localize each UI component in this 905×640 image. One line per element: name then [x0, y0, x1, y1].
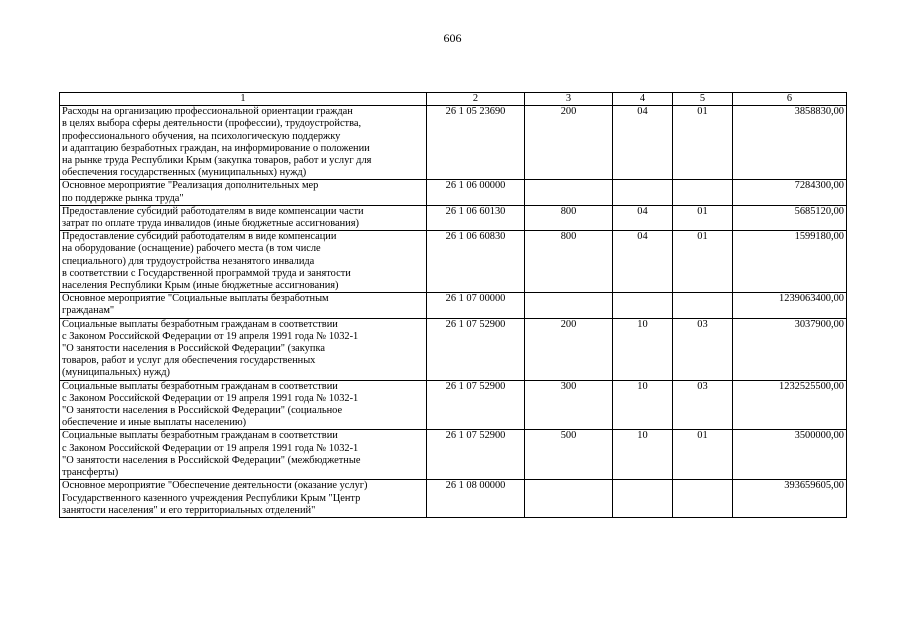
row-amount: 3037900,00: [733, 318, 847, 380]
row-section: [613, 480, 673, 518]
column-header-6: 6: [733, 93, 847, 106]
row-target-code: 26 1 06 60130: [427, 205, 525, 230]
row-expense-type: [525, 480, 613, 518]
column-header-4: 4: [613, 93, 673, 106]
row-description: Предоставление субсидий работодателям в виде компенсации на оборудование (оснащение) рабочего места (в том числе специального) для трудоустройства незанятого инвалида в соответствии с Государственной программой труда и занятости населения Республики Крым (иные бюджетные ассигнования): [60, 231, 427, 293]
row-section: 04: [613, 205, 673, 230]
row-target-code: 26 1 07 52900: [427, 318, 525, 380]
row-description: Основное мероприятие "Реализация дополнительных мер по поддержке рынка труда": [60, 180, 427, 205]
row-target-code: 26 1 06 60830: [427, 231, 525, 293]
row-amount: 393659605,00: [733, 480, 847, 518]
row-expense-type: [525, 180, 613, 205]
row-target-code: 26 1 07 52900: [427, 380, 525, 430]
page-number: 606: [443, 31, 462, 45]
row-description: Основное мероприятие "Социальные выплаты безработным гражданам": [60, 293, 427, 318]
table-row: [60, 180, 847, 205]
row-subsection: 03: [673, 318, 733, 380]
row-section: [613, 180, 673, 205]
table-row: [60, 106, 847, 180]
table-row: [60, 430, 847, 480]
column-header-5: 5: [673, 93, 733, 106]
row-target-code: 26 1 06 00000: [427, 180, 525, 205]
row-amount: 3500000,00: [733, 430, 847, 480]
column-header-3: 3: [525, 93, 613, 106]
column-header-2: 2: [427, 93, 525, 106]
row-expense-type: [525, 293, 613, 318]
table-row: [60, 480, 847, 518]
row-section: 04: [613, 231, 673, 293]
column-header-1: 1: [60, 93, 427, 106]
row-subsection: 01: [673, 231, 733, 293]
table-row: [60, 380, 847, 430]
row-amount: 1599180,00: [733, 231, 847, 293]
row-subsection: 01: [673, 106, 733, 180]
row-amount: 1239063400,00: [733, 293, 847, 318]
row-expense-type: 300: [525, 380, 613, 430]
row-amount: 5685120,00: [733, 205, 847, 230]
row-subsection: 01: [673, 430, 733, 480]
row-expense-type: 800: [525, 231, 613, 293]
row-description: Предоставление субсидий работодателям в виде компенсации части затрат по оплате труда инвалидов (иные бюджетные ассигнования): [60, 205, 427, 230]
row-target-code: 26 1 05 23690: [427, 106, 525, 180]
row-amount: 3858830,00: [733, 106, 847, 180]
row-description: Расходы на организацию профессиональной ориентации граждан в целях выбора сферы деятельности (профессии), трудоустройства, профессионального обучения, на психологическую поддержку и адаптацию безработных граждан, на информирование о положении на рынке труда Республики Крым (закупка товаров, работ и услуг для обеспечения государственных (муниципальных) нужд): [60, 106, 427, 180]
row-section: 10: [613, 430, 673, 480]
row-subsection: [673, 293, 733, 318]
table-row: [60, 231, 847, 293]
row-expense-type: 800: [525, 205, 613, 230]
row-target-code: 26 1 07 00000: [427, 293, 525, 318]
table-row: [60, 318, 847, 380]
row-section: [613, 293, 673, 318]
row-description: Социальные выплаты безработным гражданам в соответствии с Законом Российской Федерации от 19 апреля 1991 года № 1032-1 "О занятости населения в Российской Федерации" (межбюджетные трансферты): [60, 430, 427, 480]
row-description: Социальные выплаты безработным гражданам в соответствии с Законом Российской Федерации от 19 апреля 1991 года № 1032-1 "О занятости населения в Российской Федерации" (закупка товаров, работ и услуг для обеспечения государственных (муниципальных) нужд): [60, 318, 427, 380]
row-target-code: 26 1 08 00000: [427, 480, 525, 518]
column-number-row: [60, 93, 847, 106]
row-expense-type: 200: [525, 318, 613, 380]
row-amount: 7284300,00: [733, 180, 847, 205]
row-description: Основное мероприятие "Обеспечение деятельности (оказание услуг) Государственного казенного учреждения Республики Крым "Центр занятости населения" и его территориальных отделений": [60, 480, 427, 518]
row-amount: 1232525500,00: [733, 380, 847, 430]
row-section: 10: [613, 318, 673, 380]
row-expense-type: 200: [525, 106, 613, 180]
table-row: [60, 205, 847, 230]
row-expense-type: 500: [525, 430, 613, 480]
row-subsection: [673, 480, 733, 518]
row-target-code: 26 1 07 52900: [427, 430, 525, 480]
row-subsection: 03: [673, 380, 733, 430]
row-subsection: 01: [673, 205, 733, 230]
table-row: [60, 293, 847, 318]
row-section: 04: [613, 106, 673, 180]
row-subsection: [673, 180, 733, 205]
row-section: 10: [613, 380, 673, 430]
row-description: Социальные выплаты безработным гражданам в соответствии с Законом Российской Федерации от 19 апреля 1991 года № 1032-1 "О занятости населения в Российской Федерации" (социальное обеспечение и иные выплаты населению): [60, 380, 427, 430]
budget-table: [59, 92, 847, 518]
